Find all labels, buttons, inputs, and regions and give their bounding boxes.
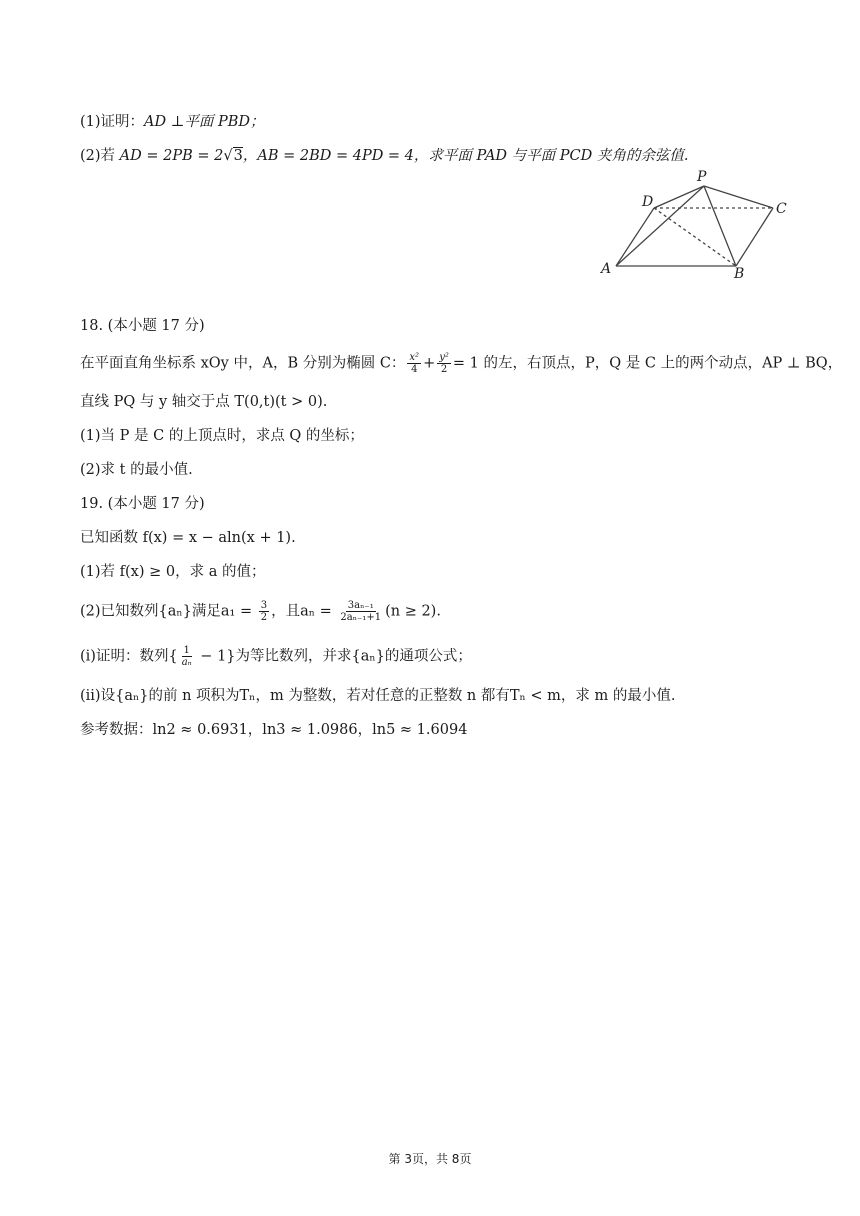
q18-stem-b: = 1 的左，右顶点，P，Q 是 C 上的两个动点，AP ⊥ BQ， [452,355,843,372]
sqrt-symbol: √ [223,148,233,164]
frac1-num: x² [409,352,420,363]
q17-part2-prefix: (2)若 [80,148,120,164]
q17-part1 [80,112,265,132]
q19-sub-ii: (ii)设{aₙ}的前 n 项积为Tₙ，m 为整数，若对任意的正整数 n 都有Tₙ < m，求 m 的最小值. [80,688,676,704]
q19-part2-c: (n ≥ 2). [385,603,441,620]
frac1-den: 4 [411,364,418,375]
frac-1-over-an [180,645,194,668]
q18-part1: (1)当 P 是 C 的上顶点时，求点 Q 的坐标； [80,428,364,444]
q19-stem: 已知函数 f(x) = x − aln(x + 1). [80,530,296,546]
edge-PC [704,186,773,208]
edge-DP [654,186,704,208]
q18-part2: (2)求 t 的最小值. [80,462,193,478]
frac-recurrence [338,600,383,623]
pyramid-figure [596,166,796,281]
q18-stem-line1 [80,352,842,375]
label-P: P [697,169,707,185]
q19-part1: (1)若 f(x) ≥ 0，求 a 的值； [80,564,266,580]
label-B: B [734,266,745,281]
plus-sign: + [423,355,436,372]
q17-part1-prefix: (1)证明： [80,114,145,130]
q19-part2 [80,600,441,623]
frac4-num: 3aₙ₋₁ [347,600,374,611]
q17-part2-eq2: ，AB = 2BD = 4PD = 4，求平面 PAD 与平面 PCD 夹角的余弦值. [242,148,689,164]
q17-part1-expr: AD ⊥平面 PBD； [144,114,265,130]
frac2-den: 2 [440,364,448,375]
q19-part2-b: ，且aₙ = [271,603,337,620]
q19-part2-a: (2)已知数列{aₙ}满足a₁ = [80,603,257,620]
q18-stem-line2: 直线 PQ 与 y 轴交于点 T(0,t)(t > 0). [80,394,328,410]
q19-sub-i-a: (i)证明：数列{ [80,648,178,665]
q17-part2-sqrt: 3 [233,148,243,164]
frac5-den: aₙ [181,657,192,668]
q17-part2 [80,146,688,166]
frac-y2-over-2 [437,352,451,375]
q19-sub-i [80,645,472,668]
label-C: C [776,201,787,217]
label-A: A [601,261,612,277]
frac3-den: 2 [260,612,268,623]
frac-x2-over-4 [407,352,421,375]
q17-part2-eq1: AD = 2PB = 2 [119,148,224,164]
q18-stem-a: 在平面直角坐标系 xOy 中，A，B 分别为椭圆 C： [80,355,406,372]
frac2-num: y² [439,352,449,363]
edge-BC [736,208,773,266]
q19-header: 19. (本小题 17 分) [80,496,205,512]
q19-sub-i-b: − 1}为等比数列，并求{aₙ}的通项公式； [195,648,472,665]
frac5-num: 1 [183,645,190,656]
frac3-num: 3 [260,600,268,611]
frac-3-over-2 [259,600,269,623]
edge-AP [616,186,704,266]
page-footer: 第 3页，共 8页 [388,1152,472,1166]
q18-header: 18. (本小题 17 分) [80,318,205,334]
reference-data: 参考数据：ln2 ≈ 0.6931，ln3 ≈ 1.0986，ln5 ≈ 1.6094 [80,722,468,738]
label-D: D [642,194,654,210]
frac4-den: 2aₙ₋₁+1 [340,612,382,623]
